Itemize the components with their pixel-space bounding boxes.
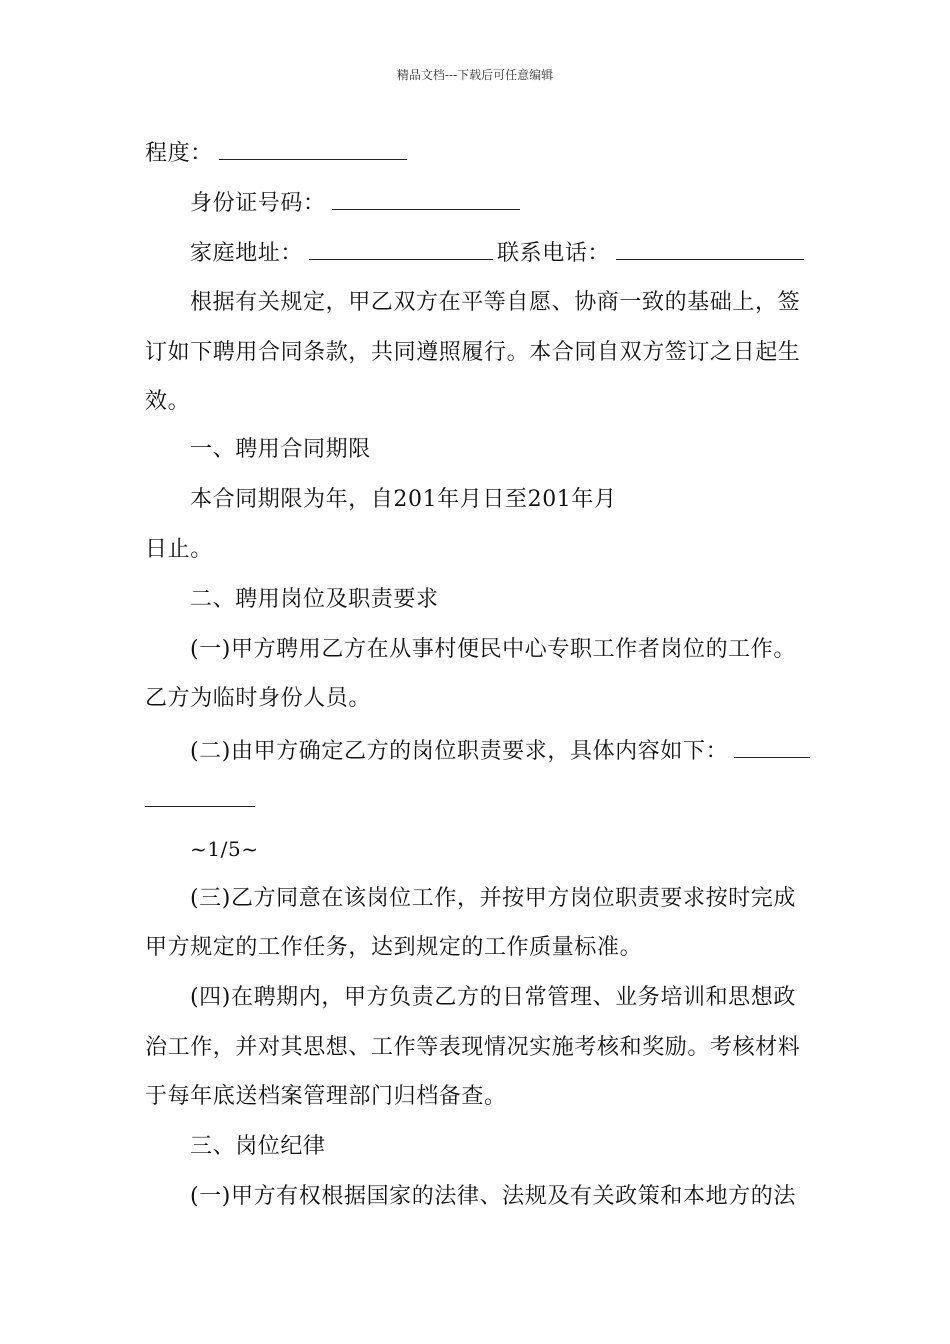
education-level-blank[interactable] <box>219 137 407 160</box>
home-address-blank[interactable] <box>309 237 493 260</box>
page-header: 精品文档---下载后可任意编辑 <box>396 68 554 82</box>
paragraph-line: 订如下聘用合同条款，共同遵照履行。本合同自双方签订之日起生 <box>145 340 801 365</box>
paragraph-line: (四)在聘期内，甲方负责乙方的日常管理、业务培训和思想政 <box>190 985 796 1010</box>
duties-label: (二)由甲方确定乙方的岗位职责要求，具体内容如下： <box>190 739 729 764</box>
paragraph-line: 根据有关规定，甲乙双方在平等自愿、协商一致的基础上，签 <box>190 290 801 315</box>
paragraph-line: 本合同期限为年，自201年月日至201年月 <box>190 487 617 512</box>
duties-blank[interactable] <box>734 735 810 758</box>
paragraph-line: (三)乙方同意在该岗位工作，并按甲方岗位职责要求按时完成 <box>190 886 796 911</box>
phone-label: 联系电话： <box>497 241 611 266</box>
paragraph-line: 日止。 <box>145 537 213 562</box>
paragraph-line: 治工作，并对其思想、工作等表现情况实施考核和奖励。考核材料 <box>145 1035 801 1060</box>
home-address-label: 家庭地址： <box>190 241 304 266</box>
paragraph-line: 甲方规定的工作任务，达到规定的工作质量标准。 <box>145 935 643 960</box>
paragraph-line: 乙方为临时身份人员。 <box>145 686 372 711</box>
section-heading: 三、岗位纪律 <box>190 1134 326 1159</box>
section-heading: 一、聘用合同期限 <box>190 437 371 462</box>
id-number-field <box>190 187 520 219</box>
phone-blank[interactable] <box>616 237 804 260</box>
paragraph-line: 效。 <box>145 389 191 414</box>
paragraph-line: (一)甲方聘用乙方在从事村便民中心专职工作者岗位的工作。 <box>190 637 796 662</box>
id-number-label: 身份证号码： <box>190 191 326 216</box>
duties-blank-continued <box>145 784 255 816</box>
page-number: ~1/5~ <box>190 837 259 861</box>
education-level-field <box>145 137 407 169</box>
paragraph-line: (一)甲方有权根据国家的法律、法规及有关政策和本地方的法 <box>190 1184 796 1209</box>
id-number-blank[interactable] <box>332 187 520 210</box>
section-heading: 二、聘用岗位及职责要求 <box>190 587 439 612</box>
education-level-label: 程度： <box>145 141 213 166</box>
address-phone-field <box>190 237 804 269</box>
paragraph-line: 于每年底送档案管理部门归档备查。 <box>145 1084 507 1109</box>
duties-field <box>190 735 810 767</box>
duties-blank-line2[interactable] <box>145 784 255 807</box>
